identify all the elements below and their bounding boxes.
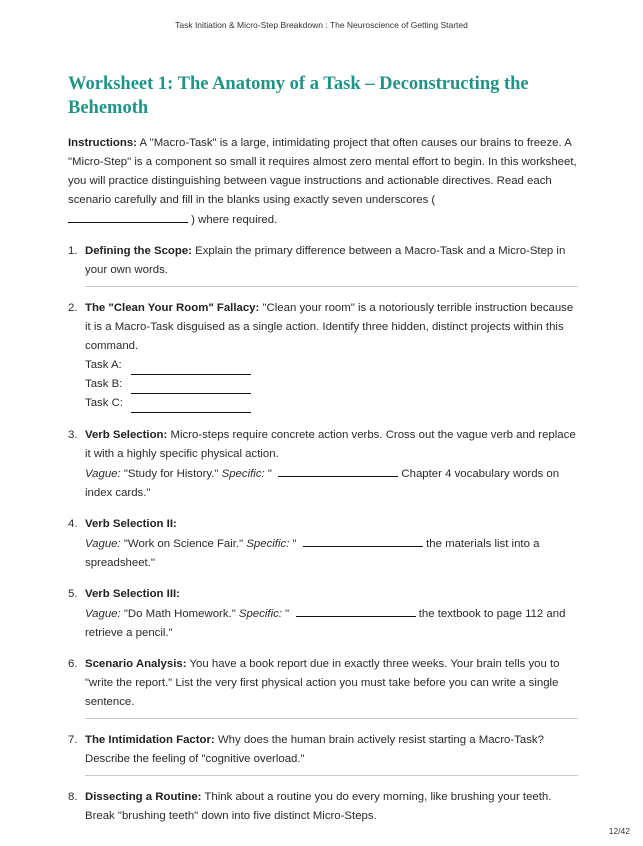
- question-label: Verb Selection:: [85, 429, 168, 441]
- vague-text: "Do Math Homework.": [120, 608, 239, 620]
- question-item: [68, 426, 578, 503]
- question-number: 1.: [68, 245, 78, 257]
- instructions-end: ) where required.: [188, 214, 278, 226]
- question-label: Dissecting a Routine:: [85, 791, 202, 803]
- question-text: You have a book report due in exactly three weeks. Your brain tells you to "write the report." List the very first physical action you must take before you can write a single sentence.: [85, 658, 560, 708]
- instructions: [68, 134, 578, 230]
- specific-quote: ": [264, 468, 272, 480]
- page-number: 12/42: [608, 826, 630, 836]
- vague-text: "Work on Science Fair.": [120, 538, 247, 550]
- task-label: Task A:: [85, 359, 122, 371]
- question-label: The "Clean Your Room" Fallacy:: [85, 302, 260, 314]
- question-number: 3.: [68, 429, 78, 441]
- specific-label: Specific:: [221, 468, 265, 480]
- instructions-text: A "Macro-Task" is a large, intimidating project that often causes our brains to freeze. A "Micro-Step" is a component so small it requires almost zero mental effort to begin. In this worksheet, you will practice distinguishing between vague instructions and actionable directives. Read each scenario carefully and fill in the blanks using exactly seven underscores (: [68, 137, 577, 206]
- vague-text: "Study for History.": [120, 468, 222, 480]
- example-blank: [68, 210, 188, 223]
- question-number: 7.: [68, 734, 78, 746]
- question-item: [68, 585, 578, 643]
- task-row: [85, 394, 578, 413]
- instructions-label: Instructions:: [68, 137, 137, 149]
- question-item: [68, 731, 578, 769]
- question-item: [68, 515, 578, 573]
- verb-blank[interactable]: [296, 604, 416, 617]
- vague-label: Vague:: [85, 468, 121, 480]
- question-label: Scenario Analysis:: [85, 658, 187, 670]
- question-item: [68, 299, 578, 413]
- specific-quote: ": [289, 538, 297, 550]
- question-text: Micro-steps require concrete action verbs. Cross out the vague verb and replace it with a highly specific physical action.: [85, 429, 576, 460]
- question-text: Explain the primary difference between a Macro-Task and a Micro-Step in your own words.: [85, 245, 566, 276]
- question-label: Defining the Scope:: [85, 245, 192, 257]
- question-text: Think about a routine you do every morning, like brushing your teeth. Break "brushing teeth" down into five distinct Micro-Steps.: [85, 791, 552, 822]
- task-row: [85, 375, 578, 394]
- vague-label: Vague:: [85, 538, 121, 550]
- question-list: [68, 242, 578, 826]
- question-text: Why does the human brain actively resist starting a Macro-Task? Describe the feeling of "cognitive overload.": [85, 734, 544, 765]
- question-item: [68, 788, 578, 826]
- question-label: Verb Selection II:: [85, 518, 177, 530]
- worksheet-title: Worksheet 1: The Anatomy of a Task – Deconstructing the Behemoth: [68, 74, 529, 118]
- question-number: 5.: [68, 588, 78, 600]
- specific-text: the materials list into a spreadsheet.": [85, 538, 540, 569]
- specific-quote: ": [281, 608, 290, 620]
- question-item: [68, 655, 578, 712]
- question-label: Verb Selection III:: [85, 588, 180, 600]
- specific-label: Specific:: [238, 608, 282, 620]
- question-label: The Intimidation Factor:: [85, 734, 215, 746]
- question-item: [68, 242, 578, 280]
- specific-text: Chapter 4 vocabulary words on index cards.": [85, 468, 560, 499]
- vague-label: Vague:: [85, 608, 121, 620]
- task-a-blank[interactable]: [131, 363, 251, 375]
- task-c-blank[interactable]: [131, 401, 251, 413]
- question-text: "Clean your room" is a notoriously terrible instruction because it is a Macro-Task disguised as a single action. Identify three hidden, distinct projects within this command.: [85, 302, 574, 352]
- question-number: 8.: [68, 791, 78, 803]
- verb-blank[interactable]: [278, 464, 398, 477]
- specific-text: the textbook to page 112 and retrieve a pencil.": [85, 608, 566, 639]
- task-label: Task B:: [85, 378, 123, 390]
- verb-blank[interactable]: [303, 534, 423, 547]
- question-number: 2.: [68, 302, 78, 314]
- question-number: 6.: [68, 658, 78, 670]
- question-number: 4.: [68, 518, 78, 530]
- task-label: Task C:: [85, 397, 123, 409]
- running-header: Task Initiation & Micro-Step Breakdown : The Neuroscience of Getting Started: [175, 20, 468, 30]
- task-b-blank[interactable]: [131, 382, 251, 394]
- specific-label: Specific:: [246, 538, 290, 550]
- task-row: [85, 356, 578, 375]
